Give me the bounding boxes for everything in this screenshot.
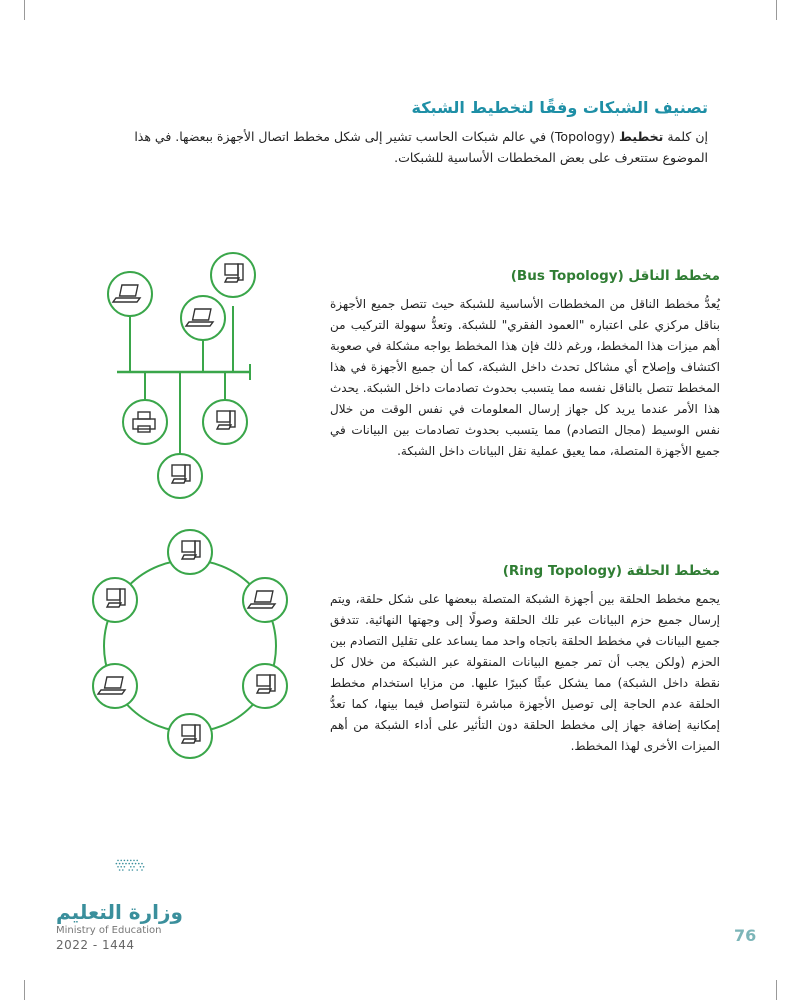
bus-topology-title: مخطط الناقل (Bus Topology) — [510, 268, 720, 284]
ministry-name-english: Ministry of Education — [56, 925, 162, 936]
bus-topology-text: يُعدُّ مخطط الناقل من المخططات الأساسية للشبكة حيث تتصل جميع الأجهزة بناقل مركزي على اعتباره "العمود الفقري" للشبكة. وتعدُّ سهولة التركيب من أهم ميزات هذا المخطط، ورغم ذلك فإن هذا المخطط يواجه مشكلة في صعوبة اكتشاف وإصلاح أي مشاكل تحدث داخل الشبكة، كما أن جميع الأجهزة في هذا المخطط تتصل بالناقل نفسه مما يتسبب بحدوث تصادمات داخل الشبكة. يحدث هذا الأمر عندما يريد كل جهاز إرسال المعلومات في نفس الوقت من خلال نفس الوسيط (مجال التصادم) مما يتسبب بحدوث تصادمات بين البيانات في جميع الأجهزة المتصلة، مما يعيق عملية نقل البيانات داخل الشبكة. — [330, 297, 720, 458]
ministry-name-arabic: وزارة التعليم — [56, 900, 183, 924]
page-number: 76 — [734, 926, 757, 945]
intro-bold-term: تخطيط — [618, 129, 664, 144]
bus-topology-diagram — [95, 248, 275, 500]
crop-mark — [776, 980, 777, 1000]
section-title: تصنيف الشبكات وفقًا لتخطيط الشبكة — [411, 98, 708, 117]
ring-topology-title: مخطط الحلقة (Ring Topology) — [502, 563, 720, 579]
crop-mark — [24, 980, 25, 1000]
intro-before: إن كلمة — [667, 129, 708, 144]
crop-mark — [24, 0, 25, 20]
ring-topology-diagram — [78, 528, 298, 760]
crop-mark — [776, 0, 777, 20]
intro-after: (Topology) في عالم شبكات الحاسب تشير إلى شكل مخطط اتصال الأجهزة ببعضها. في هذا الموضوع ستتعرف على بعض المخططات الأساسية للشبكات. — [134, 129, 708, 165]
academic-year: 2022 - 1444 — [56, 938, 135, 952]
intro-paragraph — [88, 126, 708, 168]
ring-topology-text: يجمع مخطط الحلقة بين أجهزة الشبكة المتصلة ببعضها على شكل حلقة، ويتم إرسال جميع حزم البيانات عبر تلك الحلقة وصولًا إلى وجهتها النهائية. تتدفق جميع البيانات في مخطط الحلقة باتجاه واحد مما يساعد على تقليل التصادم بين الحزم (ولكن يجب أن تمر جميع البيانات المنقولة عبر الشبكة من خلال كل نقطة داخل الشبكة) مما يشكل عبئًا كبيرًا عليها. من مزايا استخدام مخطط الحلقة عدم الحاجة إلى توصيل الأجهزة مباشرة لتتواصل فيما بينها، كما تعدُّ إمكانية إضافة جهاز إلى مخطط الحلقة دون التأثير على أداء الشبكة من أهم الميزات الأخرى لهذا المخطط. — [330, 592, 720, 753]
ministry-logo-icon — [56, 858, 196, 898]
